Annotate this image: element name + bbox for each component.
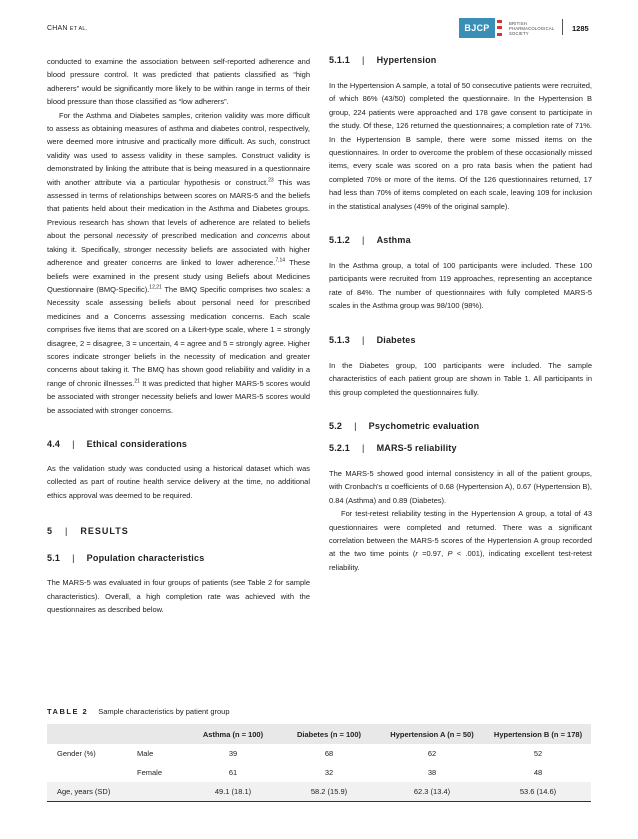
table-header-cell: Hypertension B (n = 178) — [493, 729, 583, 739]
table-cell: 32 — [324, 768, 334, 777]
table-cell: Gender (%) — [57, 749, 96, 758]
logo-line-2: PHARMACOLOGICAL — [509, 25, 555, 31]
table-cell: 52 — [533, 749, 543, 758]
table-header-cell: Asthma (n = 100) — [202, 729, 264, 739]
table-cell: Male — [137, 749, 154, 758]
table-cell: 62.3 (13.4) — [379, 782, 485, 802]
table-cell: 39 — [228, 749, 238, 758]
table-header-cell — [127, 724, 187, 744]
page-number: 1285 — [572, 24, 589, 33]
paragraph-diabetes: In the Diabetes group, 100 participants were included. The sample characteristics of each patient group are shown in Table 1. All participants in this group completed the questionnaires fully. — [329, 360, 592, 397]
heading-mars5-reliability: 5.2.1 | MARS-5 reliability — [329, 442, 457, 453]
paragraph-construct-validity: For the Asthma and Diabetes samples, criterion validity was more difficult to assess as obtaining measures of asthma and diabetes control, respectively, were deemed more intrusive and practically more difficult. As such, construct validity was used to assess validity in these samples. Construct validity is demonstrated by linking the attribute that is being measured in a questionnaire with another attribute via a particular hypothesis or construct.$^{23}$ This was assessed in terms of relationships between scores on MARS-5 and the beliefs that patients held about their medication in the Asthma and Diabetes groups. Previous research has shown that levels of adherence are related to beliefs about the personal necessity of prescribed medication and concerns about taking it. Specifically, stronger necessity beliefs are associated with higher adherence and greater concerns are linked to lower adherence.$^{7,14}$ These beliefs were examined in the present study using Beliefs about Medicines Questionnaire (BMQ-Specific).$^{12,21}$ The BMQ Specific comprises two scales: a Necessity scale assessing beliefs about personal need for prescribed medicines and a Concerns assessing medication concerns. Each scale comprises five items that are scored on a Likert-type scale, where 1 = strongly disagree, 2 = disagree, 3 = uncertain, 4 = agree and 5 = strongly agree. Higher scores indicate stronger beliefs in the necessity of medication and greater concerns about taking it. The BMQ has shown good reliability and validity in a range of chronic illnesses.$^{21}$ It was predicted that higher MARS-5 scores would be associated with stronger necessity beliefs and lower MARS-5 scores would be associated with stronger concerns. — [47, 110, 311, 415]
sample-characteristics-table — [47, 724, 591, 802]
table-header-cell: Hypertension A (n = 50) — [390, 729, 474, 739]
table-cell: 49.1 (18.1) — [187, 782, 279, 802]
paragraph-internal-consistency: The MARS-5 showed good internal consistency in all of the patient groups, with Cronbach's α coefficients of 0.68 (Hypertension A), 0.67 (Hypertension B), 0.84 (Asthma) and 0.89 (Diabetes). — [329, 468, 592, 505]
heading-psychometric-evaluation: 5.2 | Psychometric evaluation — [329, 420, 480, 431]
table-header-row — [47, 724, 591, 744]
table-caption — [47, 707, 230, 716]
table-caption-text: Sample characteristics by patient group — [98, 707, 230, 716]
table-label: TABLE 2 — [47, 707, 89, 716]
paragraph-hypertension: In the Hypertension A sample, a total of 50 consecutive patients were recruited, of which 86% (43/50) completed the questionnaire. In the Hypertension B group, 224 patients were approached and 178 gave consent to participate in the study. Of these, 126 returned the questionnaires; a completion rate of 71%. In the Hypertension B sample, there were some missed items on the questionnaires. In order to overcome the problem of these occasionally missed items, every scale was scored on a pro rata basis when the patient had completed 70% or more of the items. Of the 126 questionnaires returned, 17 had less than 70% of items completed on each scale, leaving 109 for inclusion in the statistical analyses (49% of the original sample). — [329, 81, 592, 211]
running-header-author — [47, 25, 87, 32]
table-cell: 68 — [324, 749, 334, 758]
left-column — [47, 55, 310, 616]
paragraph-ethics: As the validation study was conducted using a historical dataset which was collected as part of routine health service delivery at the time, no additional ethics approval was deemed to be required. — [47, 463, 310, 500]
heading-hypertension: 5.1.1 | Hypertension — [329, 55, 437, 65]
right-column — [329, 55, 592, 574]
paragraph-asthma: In the Asthma group, a total of 100 participants were included. These 100 participants were recruited from 119 approaches, representing an acceptance rate of 84%. The number of questionnaires with fully completed MARS-5 scales in the Asthma group was 98/100 (98%). — [329, 261, 592, 311]
table-cell: 53.6 (14.6) — [485, 782, 591, 802]
heading-asthma: 5.1.2 | Asthma — [329, 235, 411, 246]
table-cell: 62 — [427, 749, 437, 758]
logo-society-text — [509, 21, 554, 36]
table-cell: 61 — [228, 768, 238, 777]
logo-line-1: BRITISH — [509, 20, 527, 26]
header-divider — [562, 19, 563, 35]
journal-logo — [459, 18, 554, 38]
heading-results: 5 | RESULTS — [47, 526, 129, 537]
heading-population-characteristics: 5.1 | Population characteristics — [47, 553, 205, 564]
author-suffix: ET AL. — [69, 26, 88, 32]
table-header-cell: Diabetes (n = 100) — [297, 729, 361, 739]
table-cell: 38 — [427, 768, 437, 777]
table-row — [47, 782, 591, 802]
author-name: CHAN — [47, 25, 68, 32]
paragraph-test-retest: For test-retest reliability testing in the Hypertension A group, a total of 43 questionnaires were completed and returned. There was a significant correlation between the MARS-5 scores of the Hypertension A group recorded at the two time points (r =0.97, P < .001), indicating excellent test-retest reliability. — [329, 509, 592, 572]
logo-line-3: SOCIETY — [509, 30, 529, 36]
table-cell: Age, years (SD) — [47, 782, 127, 802]
table-cell — [127, 782, 187, 802]
logo-mark-icon — [497, 18, 505, 38]
table-row — [47, 763, 591, 782]
heading-ethical-considerations: 4.4 | Ethical considerations — [47, 438, 188, 449]
table-header-cell — [47, 724, 127, 744]
logo-abbrev: BJCP — [459, 18, 495, 38]
table-cell — [47, 763, 127, 782]
table-row — [47, 744, 591, 763]
table-cell: Female — [137, 768, 163, 777]
heading-diabetes: 5.1.3 | Diabetes — [329, 334, 416, 345]
paragraph-population: The MARS-5 was evaluated in four groups of patients (see Table 2 for sample characteristics). Overall, a high completion rate was achieved with the questionnaires as described below. — [47, 578, 310, 614]
table-cell: 48 — [533, 768, 543, 777]
paragraph-criterion: conducted to examine the association between self-reported adherence and blood pressure control. It was predicted that patients classified as “high adherers” would be significantly more likely to be within range in terms of their blood pressure than those classified as “low adherers”. — [47, 57, 310, 107]
table-cell: 58.2 (15.9) — [279, 782, 379, 802]
